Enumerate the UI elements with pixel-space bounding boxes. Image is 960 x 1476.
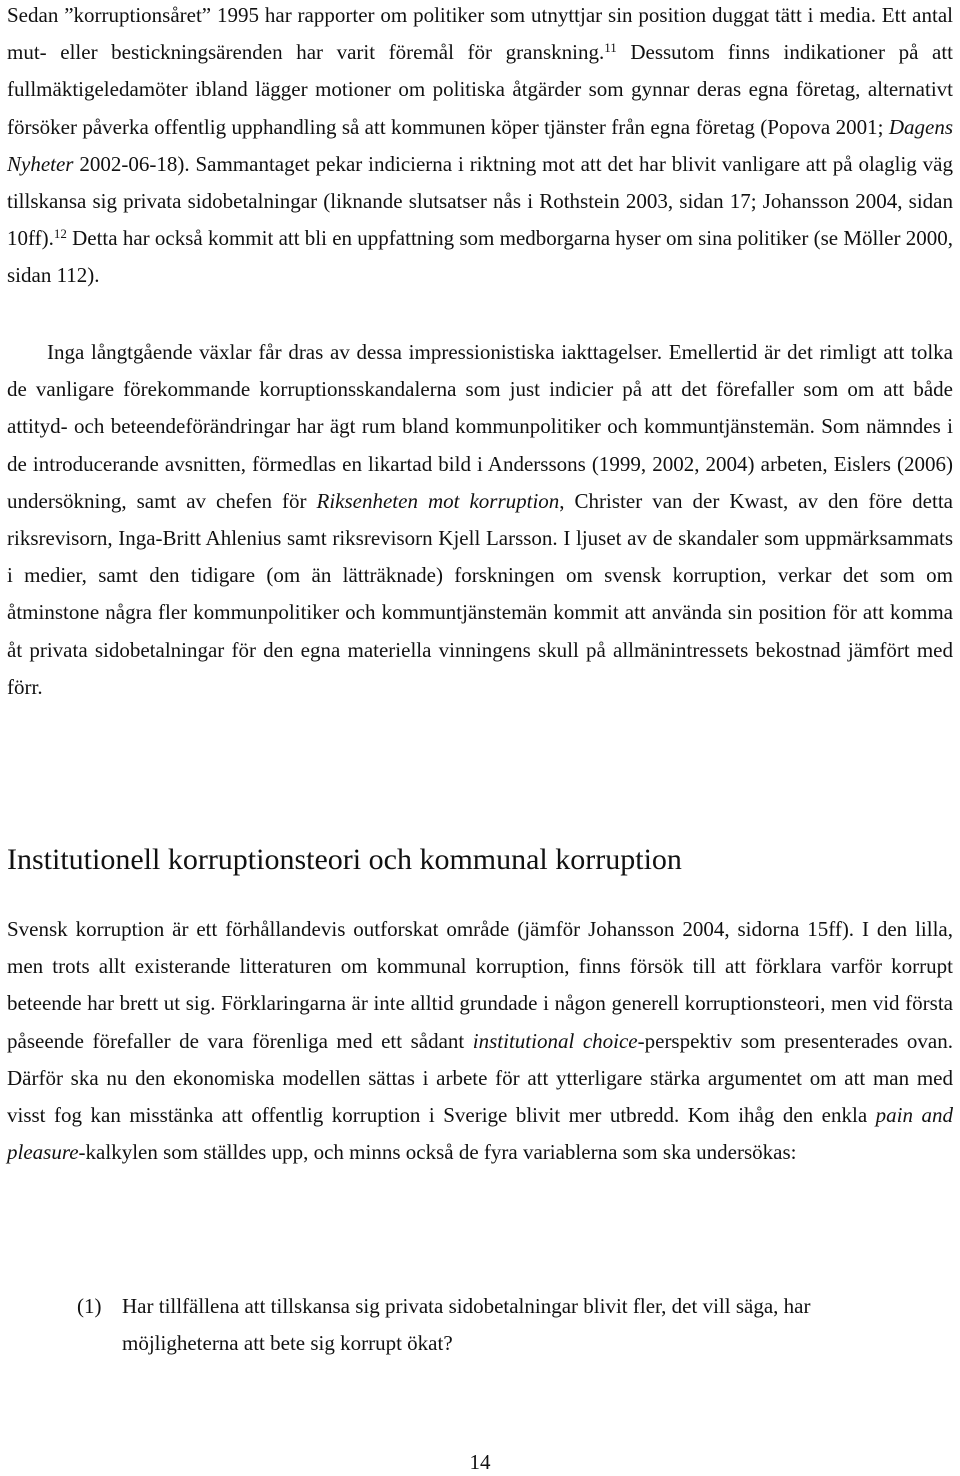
paragraph-text: Dessutom finns indikationer på att fullmäktigeledamöter ibland lägger motioner om politiska åtgärder som gynnar deras egna företag, alternativt försöker påverka offentlig upphandling så att kommunen köper tjänster från egna företag (Popova 2001; bbox=[7, 40, 953, 139]
paragraph-text: -perspektiv som presenterades ovan. Därför ska nu den ekonomiska modellen sättas i arbete för att ytterligare stärka argumentet om att man med visst fog kan misstänka att offentlig korruption i Sverige blivit mer utbredd. Kom ihåg den enkla bbox=[7, 1028, 954, 1128]
paragraph-text: Svensk korruption är ett förhållandevis outforskat område (jämför Johansson 2004, sidorna 15ff). I den lilla, men trots allt existerande litteraturen om kommunal korruption, finns försök till att förklara varför korrupt beteende har brett ut sig. Förklaringarna är inte alltid grundade i någon generell korruptionsteori, men vid första påseende förefaller de vara förenliga med ett sådant bbox=[7, 917, 953, 1053]
paragraph-text: Inga långtgående växlar får dras av dessa impressionistiska iakttagelser. Emellertid är det rimligt att tolka de vanligare förekommande korruptionsskandalerna som just indicier på att det förefaller som om att både attityd- och beteendeförändringar har ägt rum bland kommunpolitiker och kommuntjänstemän. Som nämndes i de introducerande avsnitten, förmedlas en likartad bild i Anderssons (1999, 2002, 2004) arbeten, Eislers (2006) undersökning, samt av chefen för bbox=[7, 340, 953, 513]
paragraph-text: Detta har också kommit att bli en uppfattning som medborgarna hyser om sina politiker (se Möller 2000, sidan 112). bbox=[7, 226, 953, 288]
list-item-text: Har tillfällena att tillskansa sig privata sidobetalningar blivit fler, det vill säga, har möjligheterna att bete sig korrupt ökat? bbox=[122, 1294, 811, 1356]
italic-source-title: Dagens Nyheter bbox=[7, 114, 953, 176]
paragraph-text: 2002-06-18). Sammantaget pekar indicierna i riktning mot att det har blivit vanligare att på olaglig väg tillskansa sig privata sidobetalningar (liknande slutsatser nås i Rothstein 2003, sidan 17; Johansson 2004, sidan 10ff). bbox=[7, 151, 953, 251]
italic-term: pain and pleasure bbox=[7, 1103, 953, 1165]
document-page bbox=[7, 0, 953, 1476]
paragraph-text: , Christer van der Kwast, av den före detta riksrevisorn, Inga-Britt Ahlenius samt riksrevisorn Kjell Larsson. I ljuset av de skandaler som uppmärksammats i medier, samt den tidigare (om än lätträknade) forskningen om svensk korruption, verkar det som om åtminstone några fler kommunpolitiker och kommuntjänstemän kommit att använda sin position för att komma åt privata sidobetalningar för den egna materiella vinningens skull på allmänintressets bekostnad jämfört med förr. bbox=[7, 488, 953, 699]
paragraph-institutional-theory bbox=[7, 911, 953, 1171]
numbered-list-item bbox=[77, 1288, 907, 1362]
list-marker: (1) bbox=[77, 1294, 102, 1318]
paragraph-text: -kalkylen som ställdes upp, och minns också de fyra variablerna som ska undersökas: bbox=[78, 1140, 797, 1165]
paragraph-corruption-reports bbox=[7, 0, 953, 295]
italic-term: institutional choice bbox=[472, 1028, 638, 1053]
footnote-reference[interactable]: 11 bbox=[604, 40, 617, 56]
footnote-reference[interactable]: 12 bbox=[53, 226, 67, 242]
page-number: 14 bbox=[469, 1450, 491, 1474]
italic-agency-name: Riksenheten mot korruption bbox=[316, 488, 560, 513]
paragraph-interpretation bbox=[7, 334, 953, 706]
paragraph-text: Sedan ”korruptionsåret” 1995 har rapporter om politiker som utnyttjar sin position duggat tätt i media. Ett antal mut- eller bestickningsärenden har varit föremål för granskning. bbox=[7, 3, 953, 65]
section-heading: Institutionell korruptionsteori och kommunal korruption bbox=[7, 843, 682, 876]
